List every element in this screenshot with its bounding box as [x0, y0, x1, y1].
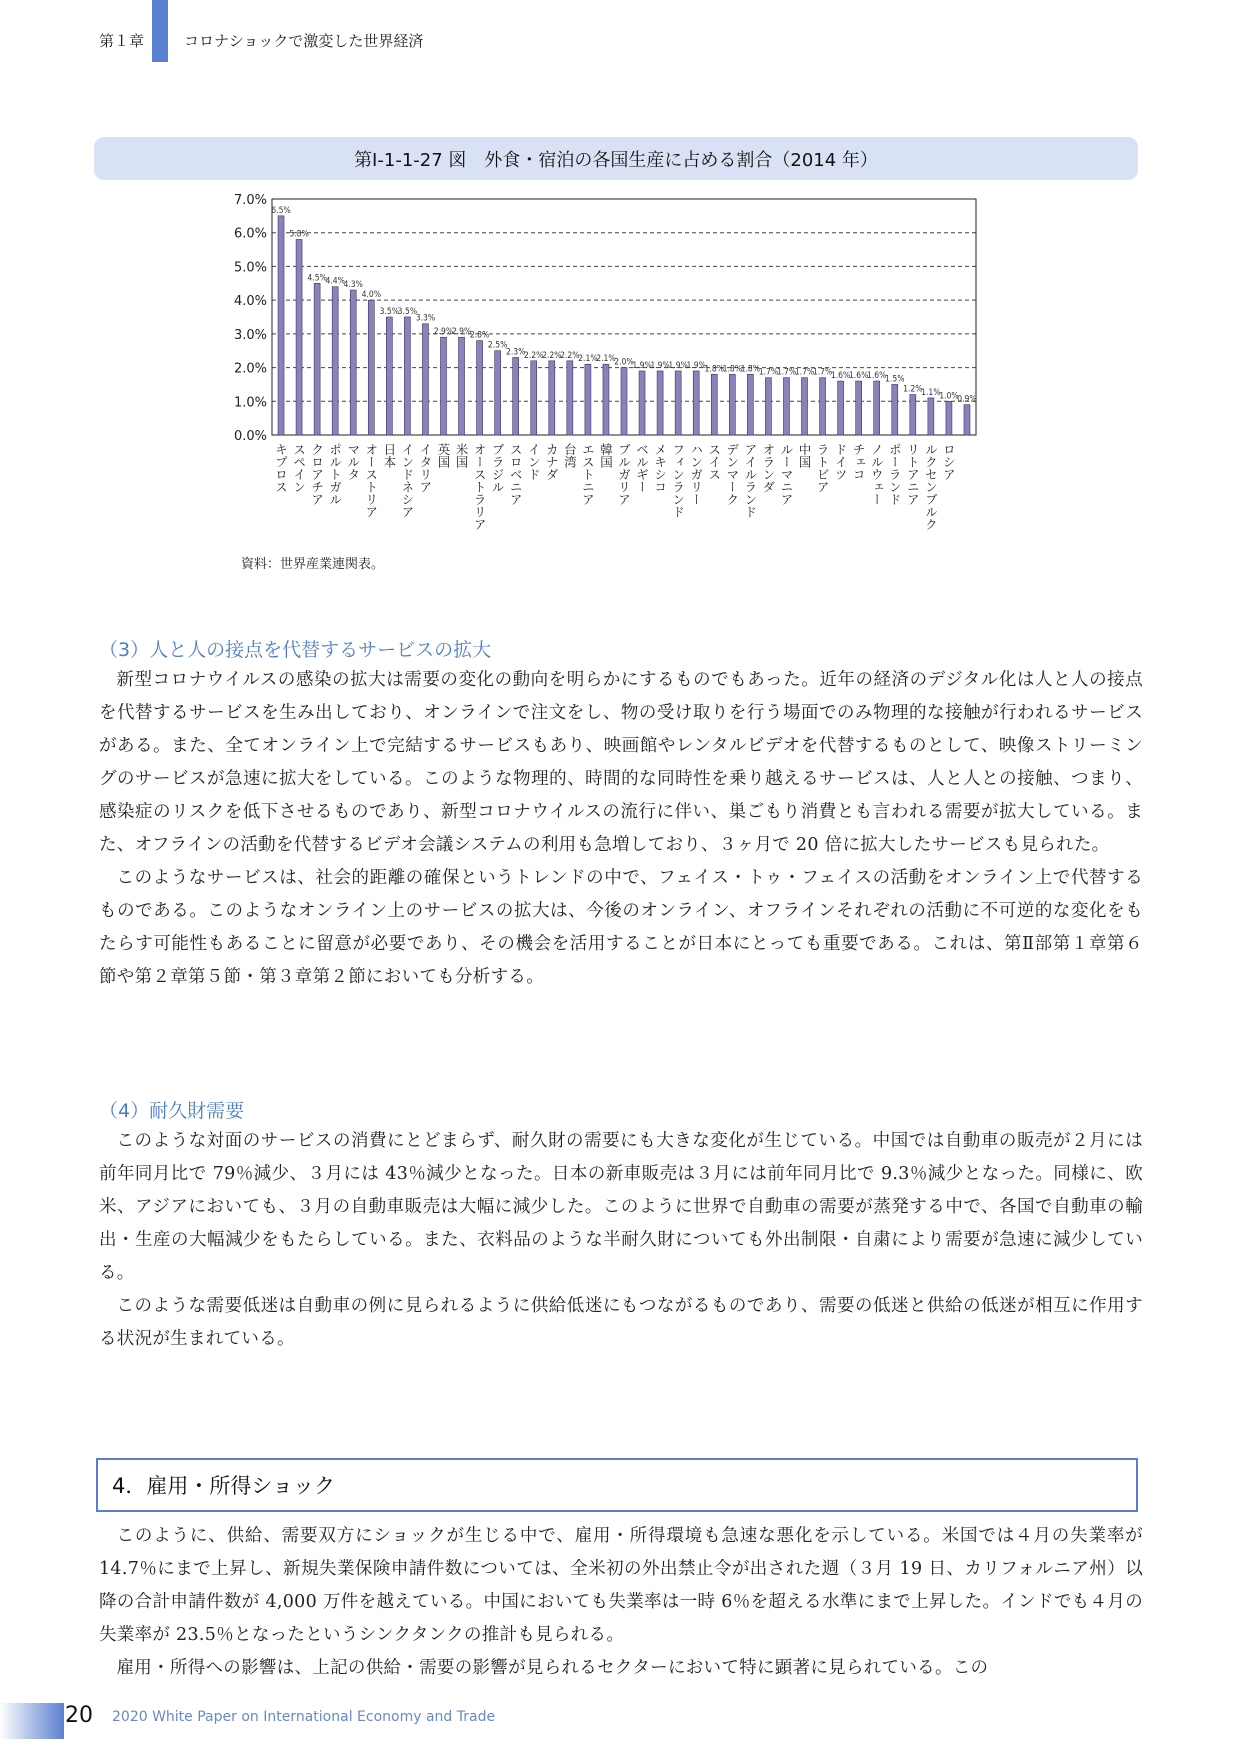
x-category-label: インド — [526, 443, 542, 481]
data-label: 2.9% — [433, 327, 454, 338]
section-heading-4: （4）耐久財需要 — [99, 1100, 245, 1122]
bar — [874, 381, 880, 435]
bar — [820, 378, 826, 435]
bar — [639, 371, 645, 435]
data-label: 2.2% — [542, 350, 562, 361]
data-label: 1.7% — [758, 367, 779, 378]
x-category-label: オランダ — [760, 443, 776, 493]
chapter-title: コロナショックで激変した世界経済 — [184, 32, 424, 50]
bar — [892, 384, 898, 435]
paragraph: このように、供給、需要双方にショックが生じる中で、雇用・所得環境も急速な悪化を示している。米国では４月の失業率が 14.7％にまで上昇し、新規失業保険申請件数については、全米初の外出禁止令が出された週（３月 19 日、カリフォルニア州）以降の合計申請件数が 4,000 万件を越えている。中国においても失業率は一時 6％を超える水準にまで上昇した。インドでも４月の失業率が 23.5％となったというシンクタンクの推計も見られる。 — [99, 1526, 1143, 1645]
bar — [856, 381, 862, 435]
x-category-label: ブラジル — [490, 443, 506, 493]
x-category-label: エストニア — [580, 443, 596, 506]
data-label: 2.1% — [596, 354, 616, 365]
data-label: 1.7% — [794, 367, 815, 378]
bar — [368, 300, 374, 435]
paragraph: 新型コロナウイルスの感染の拡大は需要の変化の動向を明らかにするものでもあった。近年の経済のデジタル化は人と人の接点を代替するサービスを生み出しており、オンラインで注文をし、物の受け取りを行う場面でのみ物理的な接触が行われるサービスがある。また、全てオンライン上で完結するサービスもあり、映画館やレンタルビデオを代替するものとして、映像ストリーミングのサービスが急速に拡大をしている。このような物理的、時間的な同時性を乗り越えるサービスは、人と人との接触、つまり、感染症のリスクを低下させるものであり、新型コロナウイルスの流行に伴い、巣ごもり消費とも言われる需要が拡大している。また、オフラインの活動を代替するビデオ会議システムの利用も急増しており、３ヶ月で 20 倍に拡大したサービスも見られた。 — [99, 670, 1143, 855]
bar — [693, 371, 699, 435]
data-label: 2.9% — [451, 327, 472, 338]
x-category-label: イタリア — [417, 443, 433, 493]
data-label: 2.2% — [560, 350, 580, 361]
section-heading-box: 4．雇用・所得ショック — [96, 1458, 1138, 1512]
x-category-label: 米国 — [454, 443, 470, 468]
x-category-label: ポルトガル — [327, 443, 343, 506]
data-label: 1.6% — [866, 371, 887, 382]
data-label: 1.2% — [903, 384, 923, 395]
data-label: 1.8% — [704, 364, 724, 375]
bar — [964, 405, 970, 435]
bar — [513, 357, 519, 435]
y-tick-label: 2.0% — [233, 361, 267, 377]
data-label: 2.2% — [524, 350, 544, 361]
bar — [296, 239, 302, 435]
data-label: 1.6% — [830, 371, 851, 382]
x-category-label: リトアニア — [905, 443, 921, 506]
bar — [531, 361, 537, 435]
data-label: 1.9% — [632, 360, 652, 371]
data-label: 6.5% — [271, 205, 291, 216]
paragraph: このようなサービスは、社会的距離の確保というトレンドの中で、フェイス・トゥ・フェイスの活動をオンライン上で代替するものである。このようなオンライン上のサービスの拡大は、今後のオンライン、オフラインそれぞれの活動に不可逆的な変化をもたらす可能性もあることに留意が必要であり、その機会を活用することが日本にとっても重要である。これは、第Ⅱ部第１章第６節や第２章第５節・第３章第２節においても分析する。 — [99, 868, 1143, 987]
data-label: 4.0% — [361, 290, 382, 301]
bar — [386, 317, 392, 435]
y-tick-label: 7.0% — [233, 193, 267, 208]
bar — [675, 371, 681, 435]
section-heading-3: （3）人と人の接点を代替するサービスの拡大 — [99, 639, 492, 661]
bar — [928, 398, 934, 435]
bar — [350, 290, 356, 435]
y-tick-label: 1.0% — [233, 395, 267, 411]
bar — [585, 364, 591, 435]
x-category-label: アイルランド — [742, 443, 758, 518]
x-category-label: スペイン — [291, 443, 307, 493]
x-category-label: 日本 — [381, 443, 397, 468]
bar — [549, 361, 555, 435]
data-label: 2.1% — [578, 354, 598, 365]
data-label: 3.5% — [379, 307, 400, 317]
bar — [278, 216, 284, 435]
y-tick-label: 4.0% — [233, 294, 267, 310]
bar — [910, 395, 916, 435]
publication-title: 2020 White Paper on International Economy and Trade — [112, 1709, 496, 1725]
x-category-label: スロベニア — [508, 443, 524, 506]
data-label: 1.8% — [722, 364, 743, 375]
x-category-label: ハンガリー — [688, 443, 704, 506]
x-category-label: 台湾 — [562, 443, 578, 468]
x-category-label: メキシコ — [652, 443, 668, 493]
bar — [404, 317, 410, 435]
data-label: 4.4% — [325, 276, 345, 287]
x-category-label: 中国 — [797, 443, 813, 468]
x-category-label: ポーランド — [887, 443, 903, 506]
data-label: 0.9% — [957, 394, 977, 405]
page-number: 20 — [65, 1703, 93, 1728]
x-category-label: オーストリア — [363, 443, 379, 518]
x-category-label: 英国 — [435, 443, 451, 468]
data-label: 3.5% — [397, 307, 418, 317]
paragraph: 雇用・所得への影響は、上記の供給・需要の影響が見られるセクターにおいて特に顕著に見られている。この — [116, 1658, 989, 1678]
paragraph: このような需要低迷は自動車の例に見られるように供給低迷にもつながるものであり、需要の低迷と供給の低迷が相互に作用する状況が生まれている。 — [99, 1296, 1143, 1349]
x-category-label: インドネシア — [399, 443, 415, 518]
x-category-label: スイス — [706, 443, 722, 481]
figure-source: 資料：世界産業連関表。 — [241, 557, 385, 572]
section-body-3 — [99, 664, 1143, 994]
x-category-label: ブルガリア — [616, 443, 632, 506]
data-label: 2.0% — [614, 357, 634, 368]
data-label: 2.3% — [505, 347, 526, 358]
bar — [783, 378, 789, 435]
data-label: 1.1% — [921, 387, 941, 398]
data-label: 3.3% — [415, 313, 436, 324]
x-category-label: ルクセンブルク — [923, 443, 939, 531]
section-body-5 — [99, 1520, 1143, 1685]
bar — [765, 378, 771, 435]
data-label: 1.8% — [740, 364, 761, 375]
footer-accent — [0, 1703, 64, 1739]
x-category-label: オーストラリア — [472, 443, 488, 531]
paragraph: このような対面のサービスの消費にとどまらず、耐久財の需要にも大きな変化が生じている。中国では自動車の販売が２月には前年同月比で 79％減少、３月には 43％減少となった。日本の新車販売は３月には前年同月比で 9.3％減少となった。同様に、欧米、アジアにおいても、３月の自動車販売は大幅に減少した。このように世界で自動車の需要が蒸発する中で、各国で自動車の輸出・生産の大幅減少をもたらしている。また、衣料品のような半耐久財についても外出制限・自粛により需要が急速に減少している。 — [99, 1131, 1143, 1283]
data-label: 1.7% — [812, 367, 833, 378]
data-label: 4.3% — [343, 280, 363, 291]
y-tick-label: 3.0% — [233, 327, 267, 343]
data-label: 1.7% — [776, 367, 797, 378]
bar — [314, 283, 320, 435]
x-category-label: デンマーク — [724, 443, 740, 506]
data-label: 1.0% — [939, 391, 959, 402]
bar — [495, 351, 501, 435]
data-label: 1.5% — [885, 374, 905, 385]
data-label: 1.6% — [848, 371, 869, 382]
x-category-label: チェコ — [851, 443, 867, 481]
x-category-label: カナダ — [544, 443, 560, 481]
x-category-label: キプロス — [273, 443, 289, 493]
x-category-label: ドイツ — [833, 443, 849, 481]
bar — [729, 374, 735, 435]
bar — [657, 371, 663, 435]
bar — [440, 337, 446, 435]
chapter-label: 第１章 — [99, 32, 145, 50]
x-category-label: フィンランド — [670, 443, 686, 518]
bar — [747, 374, 753, 435]
figure-title: 第Ⅰ-1-1-27 図 外食・宿泊の各国生産に占める割合（2014 年） — [94, 137, 1138, 180]
bar — [621, 368, 627, 435]
data-label: 2.5% — [487, 340, 508, 351]
y-tick-label: 5.0% — [233, 260, 267, 276]
bar — [603, 364, 609, 435]
x-category-label: 韓国 — [598, 443, 614, 468]
bar — [838, 381, 844, 435]
data-label: 1.9% — [668, 360, 688, 371]
x-category-label: ベルギー — [634, 443, 650, 493]
x-category-label: クロアチア — [309, 443, 325, 506]
bar — [332, 287, 338, 435]
x-category-label: ノルウェー — [869, 443, 885, 506]
x-category-label: ロシア — [941, 443, 957, 481]
data-label: 1.9% — [650, 360, 670, 371]
data-label: 1.9% — [686, 360, 706, 371]
bar — [567, 361, 573, 435]
bar-chart — [0, 0, 1241, 560]
bar — [422, 324, 428, 435]
y-tick-label: 0.0% — [233, 429, 267, 444]
bar — [477, 341, 483, 435]
bar — [459, 337, 465, 435]
data-label: 2.8% — [469, 330, 490, 341]
data-label: 4.5% — [307, 273, 327, 284]
bar — [946, 401, 952, 435]
section-body-4 — [99, 1125, 1143, 1356]
y-tick-label: 6.0% — [233, 226, 267, 242]
bar — [802, 378, 808, 435]
x-category-label: ルーマニア — [778, 443, 794, 506]
x-category-label: マルタ — [345, 443, 361, 481]
data-label: 5.8% — [289, 229, 309, 240]
bar — [711, 374, 717, 435]
x-category-label: ラトビア — [815, 443, 831, 493]
